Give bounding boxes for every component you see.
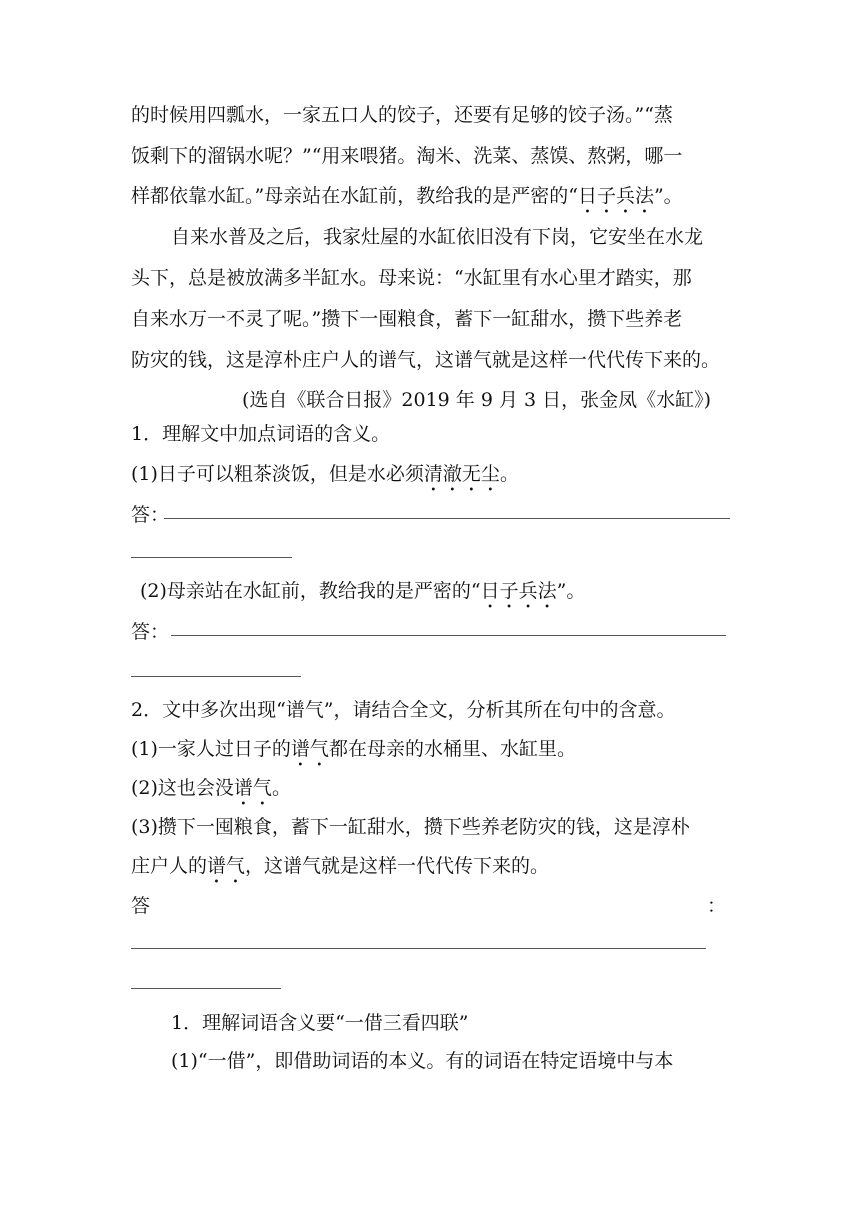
emphasized-term: 清澈无尘: [423, 463, 500, 485]
text-run: ，这谱气就是这样一代代传下来的。: [245, 855, 550, 877]
sub-question: (3)攒下一囤粮食，蓄下一缸甜水，攒下些养老防灾的钱，这是淳朴: [131, 816, 690, 838]
answer-line[interactable]: [171, 635, 726, 636]
passage-line: 自来水万一不灵了呢。”攒下一囤粮食，蓄下一缸甜水，攒下些养老: [131, 308, 683, 330]
text-run: ”。: [653, 185, 683, 207]
text-run: 样都依靠水缸。”母亲站在水缸前，教给我的是严密的“: [131, 185, 578, 207]
sub-question: [131, 737, 576, 771]
emphasized-term: 谱气: [233, 777, 272, 799]
answer-label: 答：: [131, 621, 170, 643]
passage-line: 防灾的钱，这是淳朴庄户人的谱气，这谱气就是这样一代代传下来的。: [131, 349, 721, 371]
answer-line[interactable]: [131, 676, 301, 677]
emphasized-term: 日子兵法: [480, 580, 557, 602]
tips-title: 1．理解词语含义要“一借三看四联”: [171, 1012, 469, 1034]
text-run: (2)这也会没: [131, 777, 234, 799]
text-run: 都在母亲的水桶里、水缸里。: [328, 738, 576, 760]
sub-question: [131, 776, 291, 810]
passage-line: 头下，总是被放满多半缸水。母来说：“水缸里有水心里才踏实，那: [131, 267, 692, 289]
answer-line[interactable]: [164, 518, 730, 519]
text-run: (2)母亲站在水缸前，教给我的是严密的“: [140, 580, 481, 602]
sub-question: [131, 462, 519, 496]
emphasized-term: 谱气: [207, 855, 246, 877]
text-run: 。: [499, 463, 519, 485]
text-run: ”。: [556, 580, 586, 602]
text-run: (1)日子可以粗茶淡饭，但是水必须: [131, 463, 424, 485]
answer-line[interactable]: [131, 948, 706, 949]
sub-question: [131, 854, 549, 888]
source-citation: (选自《联合日报》2019 年 9 月 3 日，张金凤《水缸》): [242, 389, 712, 411]
passage-line: 的时候用四瓢水，一家五口人的饺子，还要有足够的饺子汤。”“蒸: [131, 104, 673, 126]
answer-label: 答: [131, 895, 151, 917]
passage-line: 饭剩下的溜锅水呢？”“用来喂猪。淘米、洗菜、蒸馍、熬粥，哪一: [131, 145, 683, 167]
text-run: 。: [271, 777, 291, 799]
answer-label: 答：: [131, 504, 170, 526]
question-stem: 2．文中多次出现“谱气”，请结合全文，分析其所在句中的含意。: [131, 699, 676, 721]
emphasized-term: 日子兵法: [577, 185, 654, 207]
tips-item: (1)“一借”，即借助词语的本义。有的词语在特定语境中与本: [171, 1050, 674, 1072]
answer-line[interactable]: [131, 988, 281, 989]
emphasized-term: 谱气: [290, 738, 329, 760]
text-run: (1)一家人过日子的: [131, 738, 291, 760]
passage-line: 自来水普及之后，我家灶屋的水缸依旧没有下岗，它安坐在水龙: [171, 226, 704, 248]
sub-question: [140, 579, 585, 613]
question-stem: 1．理解文中加点词语的含义。: [131, 423, 391, 445]
passage-line: [131, 184, 683, 218]
text-run: 庄户人的: [131, 855, 208, 877]
answer-colon: ：: [707, 895, 727, 917]
answer-line[interactable]: [131, 557, 292, 558]
